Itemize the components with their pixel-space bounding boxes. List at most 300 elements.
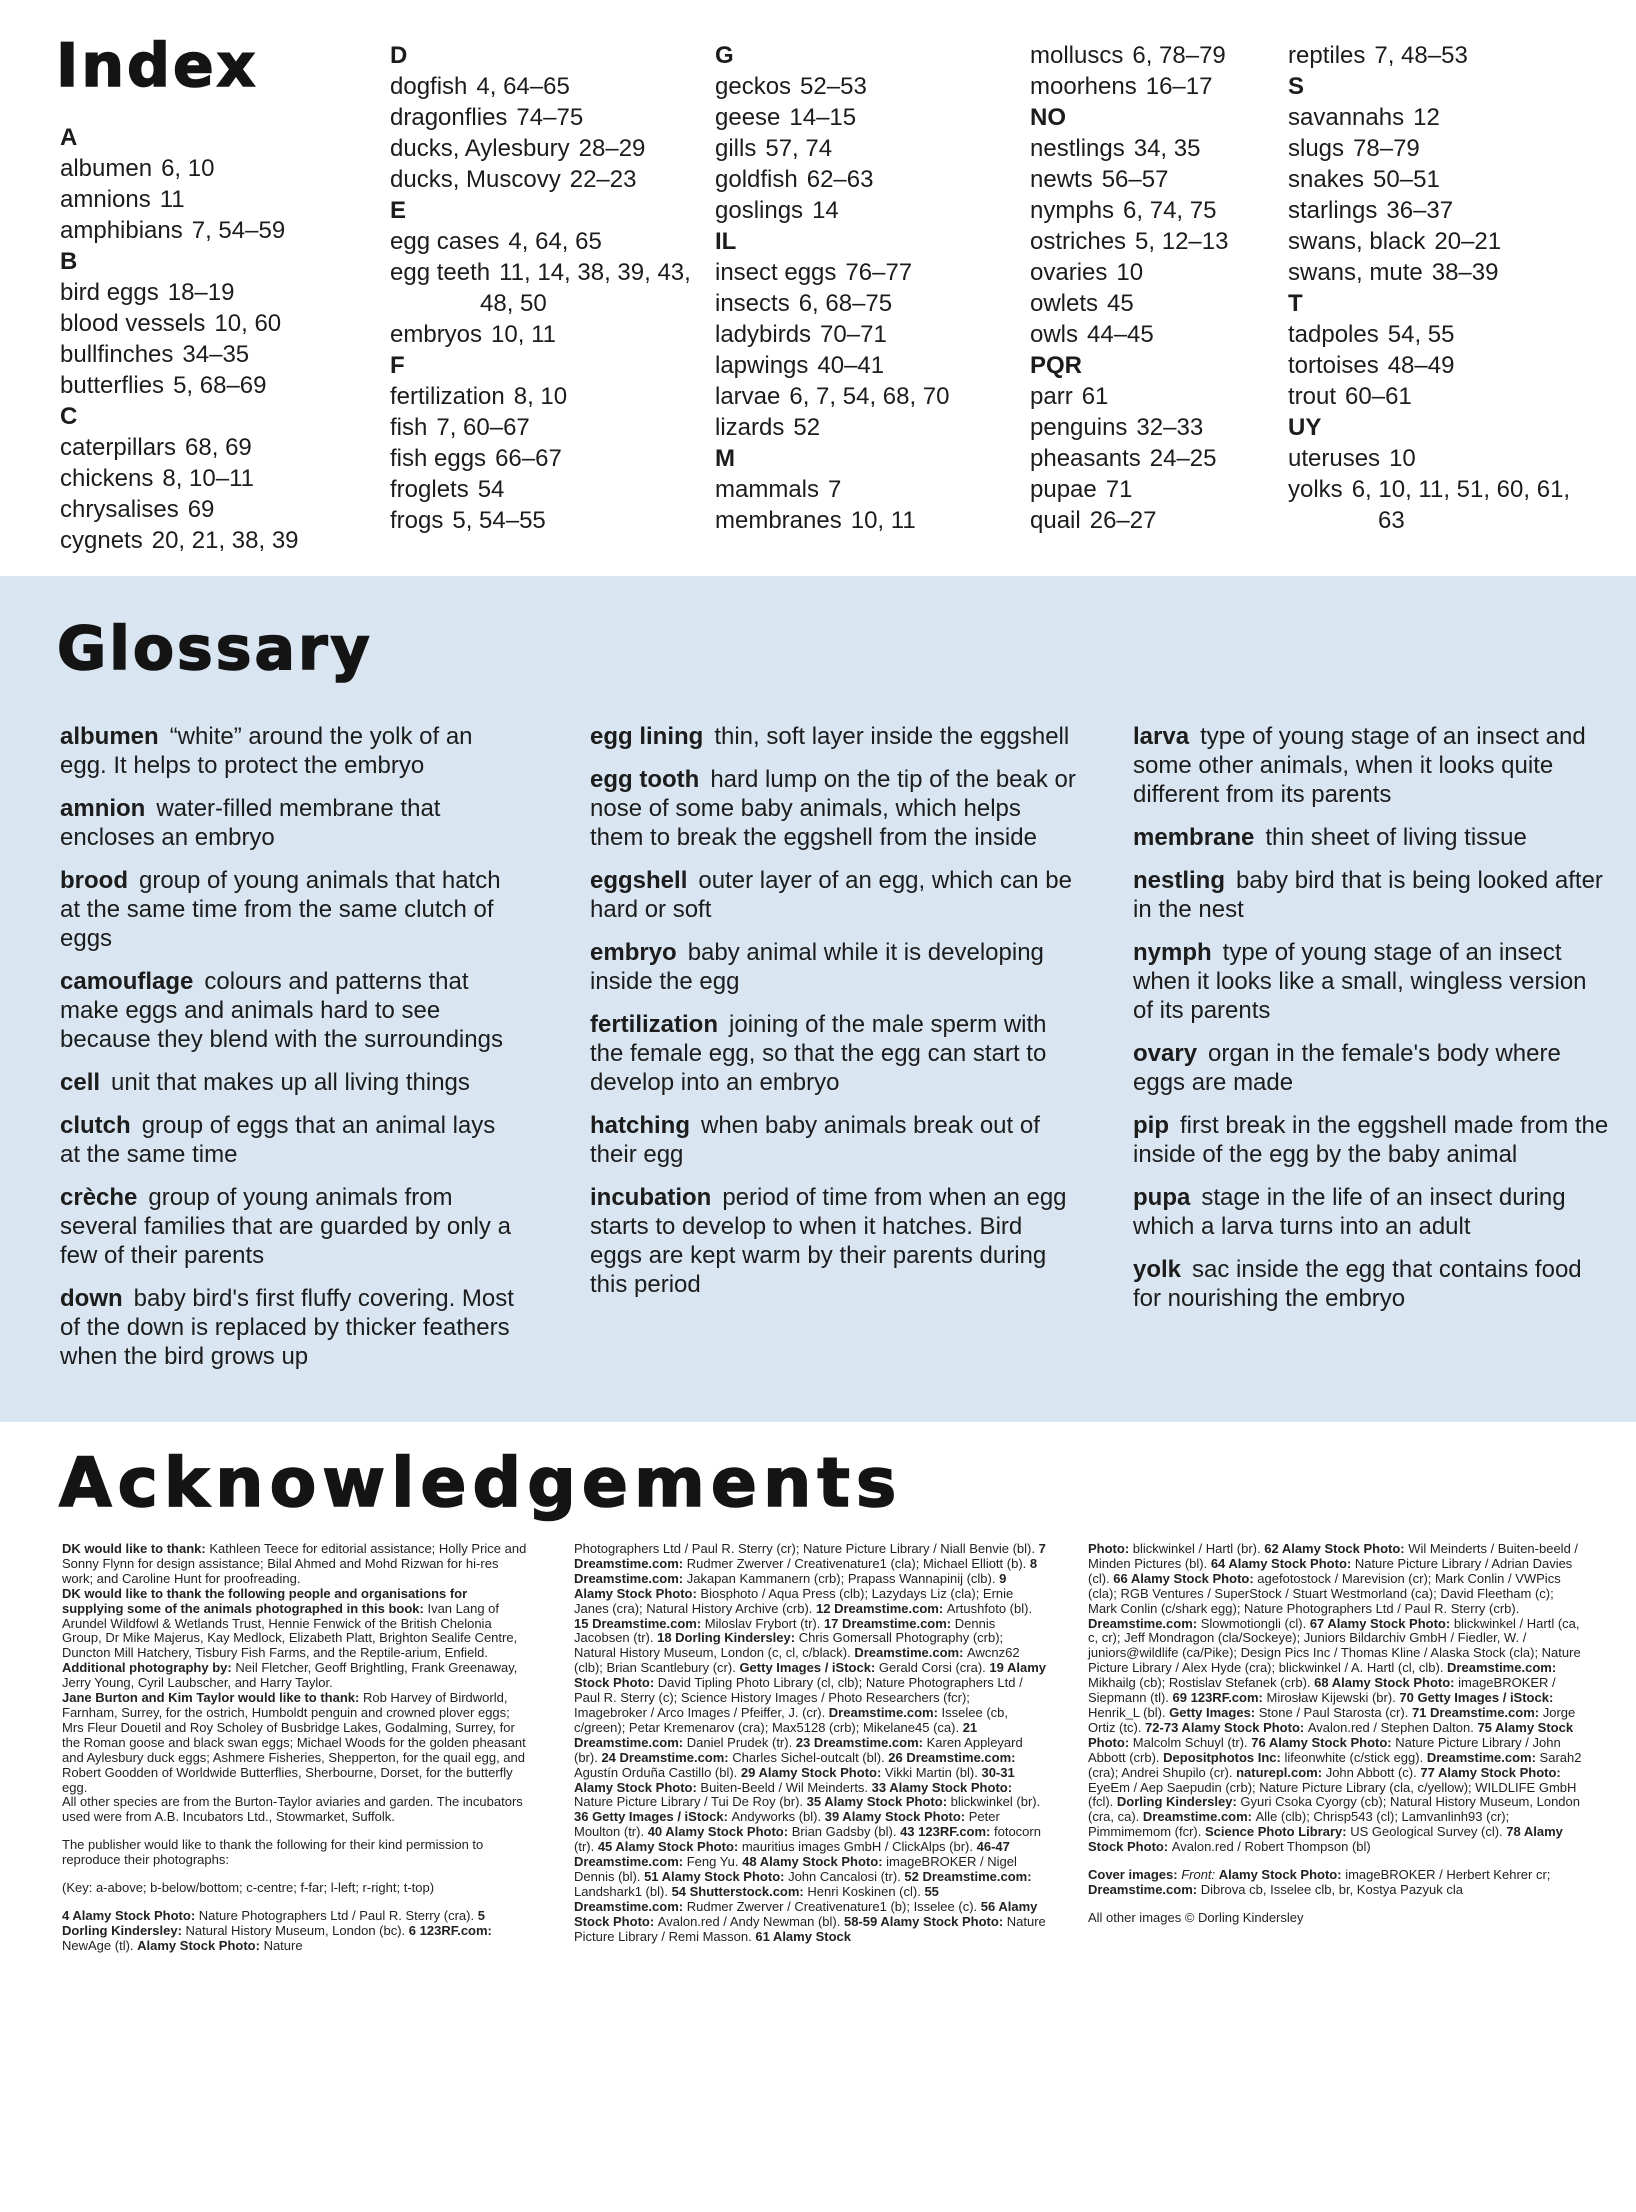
index-entry [1288,443,1588,474]
glossary-entry [60,1183,520,1270]
index-entries [1030,381,1288,536]
index-entry-pages: 18–19 [167,279,235,306]
glossary-term: yolk [1133,1256,1182,1283]
index-entry-pages: 28–29 [578,135,646,162]
index-entry [390,102,715,133]
index-entry-pages: 61 [1081,383,1109,410]
index-entry [390,257,715,319]
index-entry-pages: 6, 7, 54, 68, 70 [789,383,950,410]
index-entry-pages: 69 [187,496,215,523]
index-entry-term: moorhens [1030,73,1137,100]
index-entry-term: amphibians [60,217,183,244]
index-entry-term: larvae [715,383,781,410]
index-entry-pages: 6, 10 [161,155,215,182]
index-entry [715,164,1030,195]
index-entry-pages: 10 [1116,259,1144,286]
index-entry [715,71,1030,102]
index-group [715,443,1030,536]
index-entries [1030,40,1288,102]
index-entry-pages: 44–45 [1087,321,1154,348]
index-entry [60,339,390,370]
index-entry-term: fertilization [390,383,505,410]
index-entry-pages: 60–61 [1345,383,1412,410]
acknowledgements-paragraph: Cover images: Front: Alamy Stock Photo: imageBROKER / Herbert Kehrer cr; Dreamstime.com: Dibrova cb, Isselee clb, br, Kostya Pazyuk cla [1088,1867,1551,1897]
index-entry [390,226,715,257]
index-group [715,40,1030,226]
index-entry [715,505,1030,536]
index-entry [715,257,1030,288]
index-entry-pages: 34, 35 [1133,135,1201,162]
index-entry-pages: 10, 11 [491,321,556,348]
glossary-term: fertilization [590,1011,719,1038]
glossary-term: egg tooth [590,766,700,793]
index-entry-pages: 6, 68–75 [798,290,893,317]
index-entry [1288,195,1588,226]
acknowledgements-paragraph: Photo: blickwinkel / Hartl (br). 62 Alamy Stock Photo: Wil Meinderts / Buiten-beeld / Minden Pictures (bl). 64 Alamy Stock Photo: Nature Picture Library / Adrian Davies (cl). 66 Alamy Stock Photo: agefotostock / Marevision (cr); Mark Conlin / VWPics (cla); RGB Ventures / SuperStock / Stuart Westmorland (ca); David Fleetham (c); Mark Conlin (c/shark egg); Nature Photographers Ltd / Paul R. Sterry (crb). Dreamstime.com: Slowmotiongli (cl). 67 Alamy Stock Photo: blickwinkel / Hartl (ca, c, cr); Jeff Mondragon (cla/Sockeye); Juniors Bildarchiv GmbH / Fiedler, W. / juniors@wildlife (ca/Pike); Design Pics Inc / Thomas Kline / Alaska Stock (cla); Nature Picture Library / Alex Hyde (cra); blickwinkel / A. Hartl (cl, clb). Dreamstime.com: Mikhailg (cb); Rostislav Stefanek (crb). 68 Alamy Stock Photo: imageBROKER / Siepmann (tl). 69 123RF.com: Mirosław Kijewski (br). 70 Getty Images / iStock: Henrik_L (bl). Getty Images: Stone / Paul Starosta (cr). 71 Dreamstime.com: Jorge Ortiz (tc). 72-73 Alamy Stock Photo: Avalon.red / Stephen Dalton. 75 Alamy Stock Photo: Malcolm Schuyl (tr). 76 Alamy Stock Photo: Nature Picture Library / John Abbott (crb). Depositphotos Inc: lifeonwhite (c/stick egg). Dreamstime.com: Sarah2 (cra); Andrei Shupilo (cr). naturepl.com: John Abbott (c). 77 Alamy Stock Photo: EyeEm / Aep Saepudin (crb); Nature Picture Library (cla, c/yellow); WILDLIFE GmbH (fcl). Dorling Kindersley: Gyuri Csoka Cyorgy (cb); Natural History Museum, London (cra, ca). Dreamstime.com: Alle (clb); Chrisp543 (cl); Lamvanlinh93 (cr); Pimmimemom (fcr). Science Photo Library: US Geological Survey (cl). 78 Alamy Stock Photo: Avalon.red / Robert Thompson (bl) [1088,1541,1582,1855]
index-entry-pages: 12 [1413,104,1440,131]
index-entry-pages: 7, 54–59 [191,217,286,244]
index-entry [1030,257,1288,288]
index-group [390,40,715,195]
acknowledgements-paragraph: Additional photography by: Neil Fletcher, Geoff Brightling, Frank Greenaway, Jerry Young, Cyril Laubscher, and Harry Taylor. [62,1660,518,1691]
glossary-term: pip [1133,1112,1169,1139]
glossary-definition: thin sheet of living tissue [1265,824,1527,851]
index-letter-heading: D [390,42,408,69]
index-entries [390,226,715,350]
index-entry-pages: 57, 74 [765,135,833,162]
index-title: Index [56,31,259,101]
glossary-entry [1133,1183,1613,1241]
index-entry-term: chrysalises [60,496,179,523]
glossary-term: nymph [1133,939,1212,966]
index-entry-term: dogfish [390,73,468,100]
index-entries [390,71,715,195]
index-entries [1030,133,1288,350]
index-entry [1030,133,1288,164]
index-entries [1288,102,1588,288]
index-entry-term: bird eggs [60,279,159,306]
index-entry [1288,102,1588,133]
index-entry [390,319,715,350]
index-entries [715,71,1030,226]
index-group [1030,40,1288,102]
index-letter-heading: B [60,248,78,275]
index-entry-term: lizards [715,414,785,441]
acknowledgements-paragraph: DK would like to thank the following people and organisations for supplying some of the animals photographed in this book: Ivan Lang of Arundel Wildfowl & Wetlands Trust, Hennie Fenwick of the British Chelonia Group, Dr Mike Majerus, Kay Medlock, Elizabeth Platt, Brighton Sealife Centre, Duncton Mill Hatchery, Tisbury Fish Farms, and the Reptile-arium, Enfield. [62,1585,518,1661]
index-letter-heading: A [60,124,78,151]
index-group [60,246,390,401]
glossary-term: down [60,1285,123,1312]
index-entries [60,153,390,246]
index-group [1288,40,1588,71]
index-entry-pages: 8, 10 [513,383,568,410]
index-entry-term: owlets [1030,290,1099,317]
index-letter-heading: S [1288,73,1305,100]
index-entry [390,505,715,536]
glossary-term: egg lining [590,723,704,750]
glossary-definition: when baby animals break out of their egg [590,1112,1040,1168]
acknowledgements-column-3 [1088,1542,1586,1926]
index-entry [60,153,390,184]
glossary-term: cell [60,1069,101,1096]
index-entry-pages: 38–39 [1431,259,1499,286]
index-entry [60,463,390,494]
index-entry [1288,350,1588,381]
index-entry [715,195,1030,226]
glossary-definition: group of young animals that hatch at the same time from the same clutch of eggs [60,867,501,952]
index-entry [1030,319,1288,350]
index-entry-pages: 16–17 [1145,73,1213,100]
index-entry-term: geese [715,104,781,131]
index-entry-term: pupae [1030,476,1097,503]
index-entry-pages: 5, 12–13 [1135,228,1229,255]
glossary-entry [1133,938,1613,1025]
index-entry-pages: 10, 60 [214,310,282,337]
glossary-definition: colours and patterns that make eggs and animals hard to see because they blend with the surroundings [60,968,503,1053]
index-letter-heading: NO [1030,104,1066,131]
index-entry-term: goslings [715,197,804,224]
index-entries [715,474,1030,536]
index-entry-term: quail [1030,507,1081,534]
acknowledgements-paragraph: All other images © Dorling Kindersley [1088,1909,1304,1925]
index-entry-term: owls [1030,321,1079,348]
index-column-3 [715,40,1030,536]
index-entry-term: ducks, Aylesbury [390,135,570,162]
index-entry-term: bullfinches [60,341,174,368]
index-entry-term: starlings [1288,197,1378,224]
index-entry [1030,195,1288,226]
index-entry-pages: 4, 64, 65 [508,228,602,255]
index-entry [1288,474,1588,536]
index-section [0,0,1636,560]
glossary-entry [590,722,1078,751]
index-entry-term: gills [715,135,757,162]
index-columns-row [56,31,1606,556]
index-entry-term: fish eggs [390,445,487,472]
index-entry-term: snakes [1288,166,1365,193]
index-entry [390,412,715,443]
index-entry [1030,443,1288,474]
index-entry [1288,226,1588,257]
index-entry-pages: 36–37 [1386,197,1454,224]
glossary-term: ovary [1133,1040,1198,1067]
glossary-definition: group of eggs that an animal lays at the same time [60,1112,496,1168]
index-entry [390,474,715,505]
index-entry-pages: 54, 55 [1387,321,1455,348]
glossary-definition: sac inside the egg that contains food for nourishing the embryo [1133,1256,1582,1312]
index-entry [390,381,715,412]
index-letter-heading: T [1288,290,1303,317]
index-entry-term: slugs [1288,135,1345,162]
index-entry-term: savannahs [1288,104,1405,131]
acknowledgements-paragraph: DK would like to thank: Kathleen Teece for editorial assistance; Holly Price and Sonny Flynn for design assistance; Bilal Ahmed and Mohd Rizwan for hi-res work; and Caroline Hunt for proofreading. [62,1541,527,1586]
glossary-entry [60,722,520,780]
index-group [1288,288,1588,412]
index-entry-term: parr [1030,383,1073,410]
index-entry [1030,288,1288,319]
index-entry-term: ostriches [1030,228,1127,255]
index-entry [1030,164,1288,195]
glossary-entry [60,1111,520,1169]
glossary-definition: baby bird's first fluffy covering. Most of the down is replaced by thicker feathers when the bird grows up [60,1285,514,1370]
index-letter-heading: M [715,445,735,472]
index-entry-pages: 52–53 [800,73,867,100]
index-entry-term: swans, black [1288,228,1426,255]
index-entry-pages: 14 [812,197,839,224]
index-letter-heading: E [390,197,407,224]
glossary-term: clutch [60,1112,131,1139]
index-letter-heading: UY [1288,414,1322,441]
index-entry-term: nymphs [1030,197,1115,224]
glossary-definition: first break in the eggshell made from the inside of the egg by the baby animal [1133,1112,1609,1168]
glossary-term: amnion [60,795,146,822]
index-entry-term: blood vessels [60,310,206,337]
index-entry-pages: 7, 48–53 [1374,42,1468,69]
index-entry [60,432,390,463]
index-entry [715,133,1030,164]
index-entry [1030,474,1288,505]
index-entry-pages: 56–57 [1101,166,1169,193]
index-entry-term: froglets [390,476,469,503]
index-entry [390,71,715,102]
index-entry-pages: 7 [828,476,842,503]
glossary-definition: organ in the female's body where eggs are made [1133,1040,1561,1096]
index-entry-term: caterpillars [60,434,177,461]
glossary-entry [1133,1039,1613,1097]
index-entry-term: insects [715,290,790,317]
glossary-entry [590,866,1078,924]
glossary-definition: “white” around the yolk of an egg. It helps to protect the embryo [60,723,473,779]
glossary-term: larva [1133,723,1190,750]
glossary-term: embryo [590,939,677,966]
index-entries [1288,319,1588,412]
index-column-4 [1030,40,1288,536]
index-entry [715,102,1030,133]
index-entry [1030,226,1288,257]
glossary-definition: hard lump on the tip of the beak or nose of some baby animals, which helps them to break the eggshell from the inside [590,766,1076,851]
index-entry [390,443,715,474]
glossary-section [0,576,1636,1422]
index-entry [60,525,390,556]
glossary-title: Glossary [57,614,373,684]
index-entries [1288,443,1588,536]
index-entries [715,257,1030,443]
index-entry-term: lapwings [715,352,809,379]
glossary-entry [60,1068,520,1097]
index-entry-pages: 14–15 [789,104,857,131]
index-entry [1288,133,1588,164]
index-entry-term: butterflies [60,372,165,399]
index-entry-pages: 26–27 [1089,507,1157,534]
index-group [1288,71,1588,288]
glossary-term: pupa [1133,1184,1191,1211]
index-entry-pages: 5, 54–55 [452,507,546,534]
acknowledgements-paragraph: All other species are from the Burton-Taylor aviaries and garden. The incubators used were from A.B. Incubators Ltd., Stowmarket, Suffolk. [62,1794,523,1825]
index-entry-term: cygnets [60,527,143,554]
index-entry-pages: 70–71 [820,321,887,348]
acknowledgements-paragraph: Jane Burton and Kim Taylor would like to thank: Rob Harvey of Birdworld, Farnham, Surrey, for the ostrich, Humboldt penguin and crowned plover eggs; Mrs Fleur Douetil and Roy Scholey of Busbridge Lakes, Godalming, Surrey, for the Roman goose and black swan eggs; Michael Woods for the golden pheasant and Aylesbury duck eggs; Ashmere Fisheries, Shepperton, for the quail egg, and Robert Goodden of Worldwide Butterflies, Sherbourne, Dorset, for the butterfly egg. [62,1690,526,1795]
index-entry [715,381,1030,412]
glossary-definition: period of time from when an egg starts to develop to when it hatches. Bird eggs are kept warm by their parents during this period [590,1184,1067,1298]
index-entry [60,277,390,308]
index-entry-term: insect eggs [715,259,837,286]
index-entry [60,184,390,215]
index-entry-pages: 34–35 [182,341,250,368]
index-entry [1030,71,1288,102]
acknowledgements-paragraph: (Key: a-above; b-below/bottom; c-centre; f-far; l-left; r-right; t-top) [62,1880,435,1896]
glossary-column-2 [590,722,1078,1313]
index-entry-pages: 68, 69 [185,434,252,461]
index-entry-term: goldfish [715,166,798,193]
index-entry-pages: 20–21 [1434,228,1502,255]
index-entry-pages: 11, 14, 38, 39, 43, 48, 50 [480,259,691,317]
index-entry [715,319,1030,350]
index-entry [1030,412,1288,443]
index-entry-term: geckos [715,73,792,100]
index-entry-pages: 45 [1107,290,1134,317]
glossary-entry [1133,823,1613,852]
index-entry-term: mammals [715,476,820,503]
glossary-entry [60,794,520,852]
glossary-definition: stage in the life of an insect during which a larva turns into an adult [1133,1184,1566,1240]
index-entry-pages: 20, 21, 38, 39 [151,527,299,554]
glossary-entry [590,1111,1078,1169]
glossary-term: hatching [590,1112,690,1139]
index-letter-heading: IL [715,228,737,255]
index-entries [60,277,390,401]
index-entry-pages: 48–49 [1387,352,1455,379]
index-entry-term: pheasants [1030,445,1141,472]
index-letter-heading: F [390,352,405,379]
index-entry-term: tortoises [1288,352,1379,379]
index-entry-pages: 4, 64–65 [476,73,570,100]
index-entry [715,412,1030,443]
glossary-term: camouflage [60,968,194,995]
index-entry [1288,319,1588,350]
index-entry-pages: 66–67 [495,445,562,472]
index-entries [1288,40,1588,71]
index-entry [390,164,715,195]
index-entry-term: chickens [60,465,154,492]
index-entry [60,494,390,525]
index-entry-term: ducks, Muscovy [390,166,561,193]
glossary-columns-row [60,722,1609,1385]
index-entry-term: molluscs [1030,42,1124,69]
index-entry-pages: 24–25 [1149,445,1217,472]
acknowledgements-section [0,1422,1636,1954]
index-entry-term: frogs [390,507,444,534]
index-entry-term: membranes [715,507,842,534]
index-entry-term: reptiles [1288,42,1366,69]
glossary-definition: group of young animals from several families that are guarded by only a few of their parents [60,1184,511,1269]
index-entry-term: egg cases [390,228,500,255]
glossary-column-1 [60,722,520,1385]
index-entry-term: uteruses [1288,445,1381,472]
index-letter-heading: G [715,42,734,69]
index-entry-pages: 62–63 [806,166,874,193]
index-entry-term: newts [1030,166,1093,193]
index-entry-pages: 78–79 [1353,135,1420,162]
index-entry-pages: 50–51 [1373,166,1440,193]
index-entry-term: ladybirds [715,321,812,348]
index-entry-pages: 6, 78–79 [1132,42,1226,69]
index-entry-term: amnions [60,186,151,213]
acknowledgements-columns-row [62,1542,1610,1954]
index-entry-term: dragonflies [390,104,508,131]
glossary-entry [590,765,1078,852]
index-group [60,122,390,246]
index-entries [60,432,390,556]
glossary-term: incubation [590,1184,712,1211]
index-entry [1030,381,1288,412]
glossary-definition: baby bird that is being looked after in the nest [1133,867,1603,923]
index-entry-pages: 52 [793,414,821,441]
glossary-term: albumen [60,723,159,750]
glossary-term: crèche [60,1184,138,1211]
glossary-definition: baby animal while it is developing inside the egg [590,939,1044,995]
index-entry-pages: 6, 74, 75 [1123,197,1217,224]
index-entry [60,370,390,401]
glossary-entry [1133,1255,1613,1313]
index-entry-pages: 76–77 [845,259,913,286]
glossary-definition: unit that makes up all living things [111,1069,470,1096]
index-entry [60,215,390,246]
glossary-term: nestling [1133,867,1226,894]
index-entry-term: ovaries [1030,259,1108,286]
glossary-term: membrane [1133,824,1255,851]
index-entry-term: trout [1288,383,1337,410]
index-entry [1288,164,1588,195]
index-entry-term: nestlings [1030,135,1125,162]
index-entry [390,133,715,164]
glossary-definition: outer layer of an egg, which can be hard or soft [590,867,1072,923]
glossary-definition: type of young stage of an insect and some other animals, when it looks quite different from its parents [1133,723,1586,808]
index-entry-pages: 71 [1105,476,1133,503]
index-entry-term: fish [390,414,428,441]
index-column-5 [1288,40,1588,536]
index-entry [60,308,390,339]
index-entry-term: swans, mute [1288,259,1423,286]
acknowledgements-title: Acknowledgements [59,1444,903,1523]
glossary-term: eggshell [590,867,688,894]
index-entry [715,474,1030,505]
index-column-groups [60,122,390,556]
glossary-entry [1133,866,1613,924]
index-entry-pages: 11 [159,186,185,213]
acknowledgements-paragraph: 4 Alamy Stock Photo: Nature Photographers Ltd / Paul R. Sterry (cra). 5 Dorling Kindersley: Natural History Museum, London (bc). 6 123RF.com: NewAge (tl). Alamy Stock Photo: Nature [62,1907,492,1953]
index-entry-pages: 32–33 [1136,414,1204,441]
index-entry-term: yolks [1288,476,1343,503]
acknowledgements-paragraph: The publisher would like to thank the following for their kind permission to reproduce their photographs: [62,1837,484,1868]
glossary-entry [590,1010,1078,1097]
index-entry-term: egg teeth [390,259,491,286]
index-entry-pages: 10 [1389,445,1416,472]
index-entry-term: albumen [60,155,153,182]
index-letter-heading: C [60,403,78,430]
index-entry-pages: 5, 68–69 [173,372,267,399]
glossary-entry [1133,1111,1613,1169]
index-entry-pages: 74–75 [516,104,584,131]
index-entry [1288,40,1588,71]
glossary-entry [60,866,520,953]
index-entry [715,288,1030,319]
index-entry-term: tadpoles [1288,321,1379,348]
glossary-definition: water-filled membrane that encloses an embryo [60,795,441,851]
index-entry-pages: 8, 10–11 [162,465,255,492]
glossary-entry [60,1284,520,1371]
index-entry [1030,40,1288,71]
index-entry-pages: 10, 11 [850,507,916,534]
